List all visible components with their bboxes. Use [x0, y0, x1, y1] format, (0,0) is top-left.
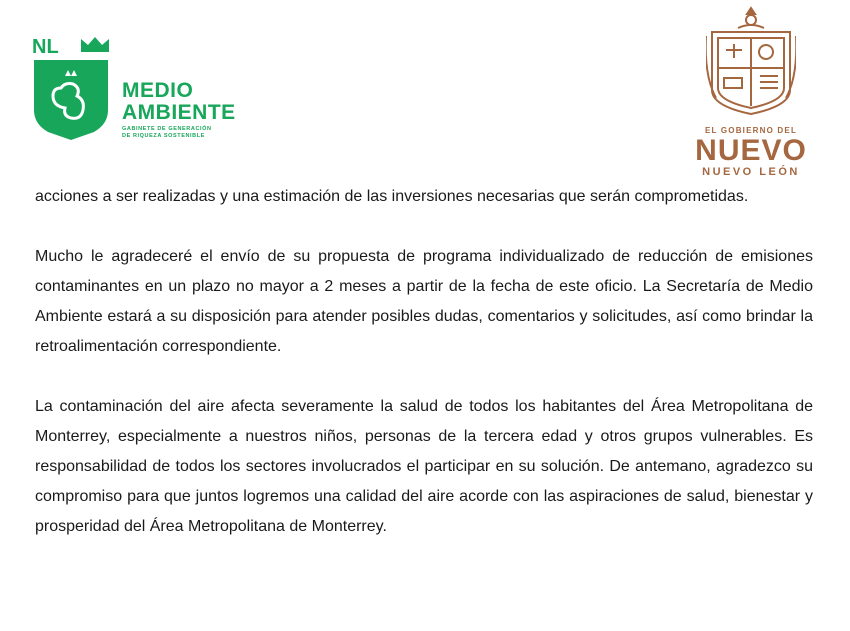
brand-sub-line-1: GABINETE DE GENERACIÓN [122, 126, 212, 132]
brand-line-1: MEDIO [122, 79, 194, 102]
logo-emblem [32, 34, 112, 142]
paragraph-1: acciones a ser realizadas y una estimación de las inversiones necesarias que serán comprometidas. [35, 188, 749, 205]
brand-sub-line-2: DE RIQUEZA SOSTENIBLE [122, 133, 205, 139]
gobierno-nuevo-leon-logo [676, 6, 826, 176]
shield-icon [32, 58, 110, 142]
crown-icon [80, 34, 110, 54]
brand-name [122, 80, 236, 124]
gov-label-state: NUEVO LEÓN [702, 166, 800, 178]
paragraph-3: La contaminación del aire afecta severamente la salud de todos los habitantes del Área Metropolitana de Monterrey, especialmente a nuestros niños, personas de la tercera edad y otros grupos vulnerables. Es responsabilidad de todos los sectores involucrados el participar en su solución. De antemano, agradezco su compromiso para que juntos logremos una calidad del aire acorde con las aspiraciones de salud, bienestar y prosperidad del Área Metropolitana de Monterrey. [35, 398, 813, 535]
paragraph-2: Mucho le agradeceré el envío de su propuesta de programa individualizado de reducción de emisiones contaminantes en un plazo no mayor a 2 meses a partir de la fecha de este oficio. La Secretaría de Medio Ambiente estará a su disposición para atender posibles dudas, comentarios y solicitudes, así como brindar la retroalimentación correspondiente. [35, 248, 813, 355]
medio-ambiente-logo [32, 34, 272, 146]
brand-subtitle [122, 126, 272, 140]
coat-of-arms-icon [706, 6, 796, 118]
gov-label-top: EL GOBIERNO DEL [704, 126, 798, 135]
gov-label-main: NUEVO [695, 134, 807, 167]
brand-line-2: AMBIENTE [122, 101, 236, 124]
nl-tag: NL [32, 36, 59, 58]
letter-body [35, 182, 813, 542]
